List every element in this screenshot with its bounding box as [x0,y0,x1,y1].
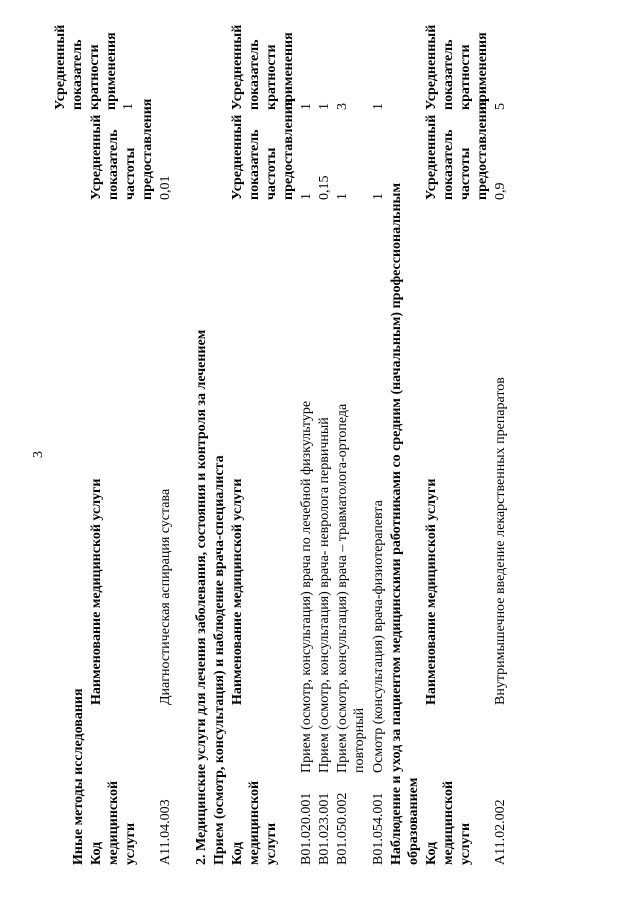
table3-header-code-2: медицинской [441,780,456,865]
table2-row2-name: Прием (осмотр, консультация) врача- невролога первичный [317,417,332,773]
table1-header-freq-3: частоты [123,147,138,200]
table1-header-mult-3: кратности [87,44,102,110]
table3-header-mult-2: показатель [441,39,456,110]
section-title-nursing-cont: образованием [406,777,421,865]
table3-header-name: Наименование медицинской услуги [424,478,439,705]
table1-header-mult-2: показатель [70,39,85,110]
table1-header-mult-4: применения [104,32,119,110]
table2-header-freq-4: предоставления [281,98,296,200]
table2-header-code-2: медицинской [247,780,262,865]
table3-header-freq-2: показатель [441,129,456,200]
table2-row1-name: Прием (осмотр, консультация) врача по лечебной физкультуре [299,400,314,773]
page-number: 3 [31,451,46,458]
table2-header-freq-3: частоты [264,147,279,200]
table1-header-mult-1: Усредненный [53,24,68,110]
table1-header-code-3: услуги [123,822,138,865]
table2-header-freq-1: Усредненный [230,114,245,200]
table2-row2-mult: 1 [317,103,332,110]
table2-row1-code: B01.020.001 [299,792,314,865]
section-subtitle-specialist: Прием (осмотр, консультация) и наблюдение врача-специалиста [212,455,227,865]
table3-header-freq-4: предоставления [475,98,490,200]
table1-header-name: Наименование медицинской услуги [89,478,104,705]
table3-header-code-3: услуги [458,822,473,865]
table1-row-code: A11.04.003 [158,799,173,865]
table2-header-code-3: услуги [264,822,279,865]
table3-header-mult-1: Усредненный [424,24,439,110]
table1-row-freq: 0,01 [158,175,173,200]
table2-header-name: Наименование медицинской услуги [230,478,245,705]
table2-header-mult-4: применения [281,32,296,110]
table1-header-freq-1: Усредненный [89,114,104,200]
table2-row3-mult: 3 [335,103,350,110]
table3-row-mult: 5 [493,103,508,110]
table3-header-code-1: Код [424,841,439,865]
table2-header-code-1: Код [230,841,245,865]
table2-row3-freq: 1 [335,193,350,200]
table2-row2-freq: 0,15 [317,175,332,200]
table2-row4-name: Осмотр (консультация) врача-физиотерапевта [371,500,386,773]
table1-header-code-1: Код [89,841,104,865]
table2-row3-code: B01.050.002 [335,792,350,865]
table3-header-freq-1: Усредненный [424,114,439,200]
table3-row-name: Внутримышечное введение лекарственных препаратов [493,377,508,705]
table2-header-mult-2: показатель [247,39,262,110]
table2-row3-name: Прием (осмотр, консультация) врача – травматолога-ортопеда [335,403,350,773]
table2-row4-mult: 1 [371,103,386,110]
table3-header-mult-3: кратности [458,44,473,110]
table3-row-code: A11.02.002 [493,799,508,865]
table2-row3-name-cont: повторный [352,707,367,773]
table3-header-freq-3: частоты [458,147,473,200]
table2-header-mult-3: кратности [264,44,279,110]
table3-row-freq: 0,9 [493,182,508,200]
table2-row4-code: B01.054.001 [371,792,386,865]
table1-header-freq-4: предоставления [140,98,155,200]
table1-row-mult: 1 [121,103,136,110]
table2-header-freq-2: показатель [247,129,262,200]
table2-header-mult-1: Усредненный [230,24,245,110]
table1-row-name: Диагностическая аспирация сустава [158,488,173,705]
table1-header-freq-2: показатель [106,129,121,200]
section-title-treatment: 2. Медицинские услуги для лечения заболевания, состояния и контроля за лечением [194,329,209,865]
table2-row4-freq: 1 [371,193,386,200]
section-title-nursing: Наблюдение и уход за пациентом медицинскими работниками со средним (начальным) профессиональным [389,183,404,865]
table3-header-mult-4: применения [475,32,490,110]
table2-row1-freq: 1 [299,193,314,200]
table1-header-code-2: медицинской [106,780,121,865]
table2-row1-mult: 1 [299,103,314,110]
table2-row2-code: B01.023.001 [317,792,332,865]
section-title-other-methods: Иные методы исследования [71,688,86,865]
